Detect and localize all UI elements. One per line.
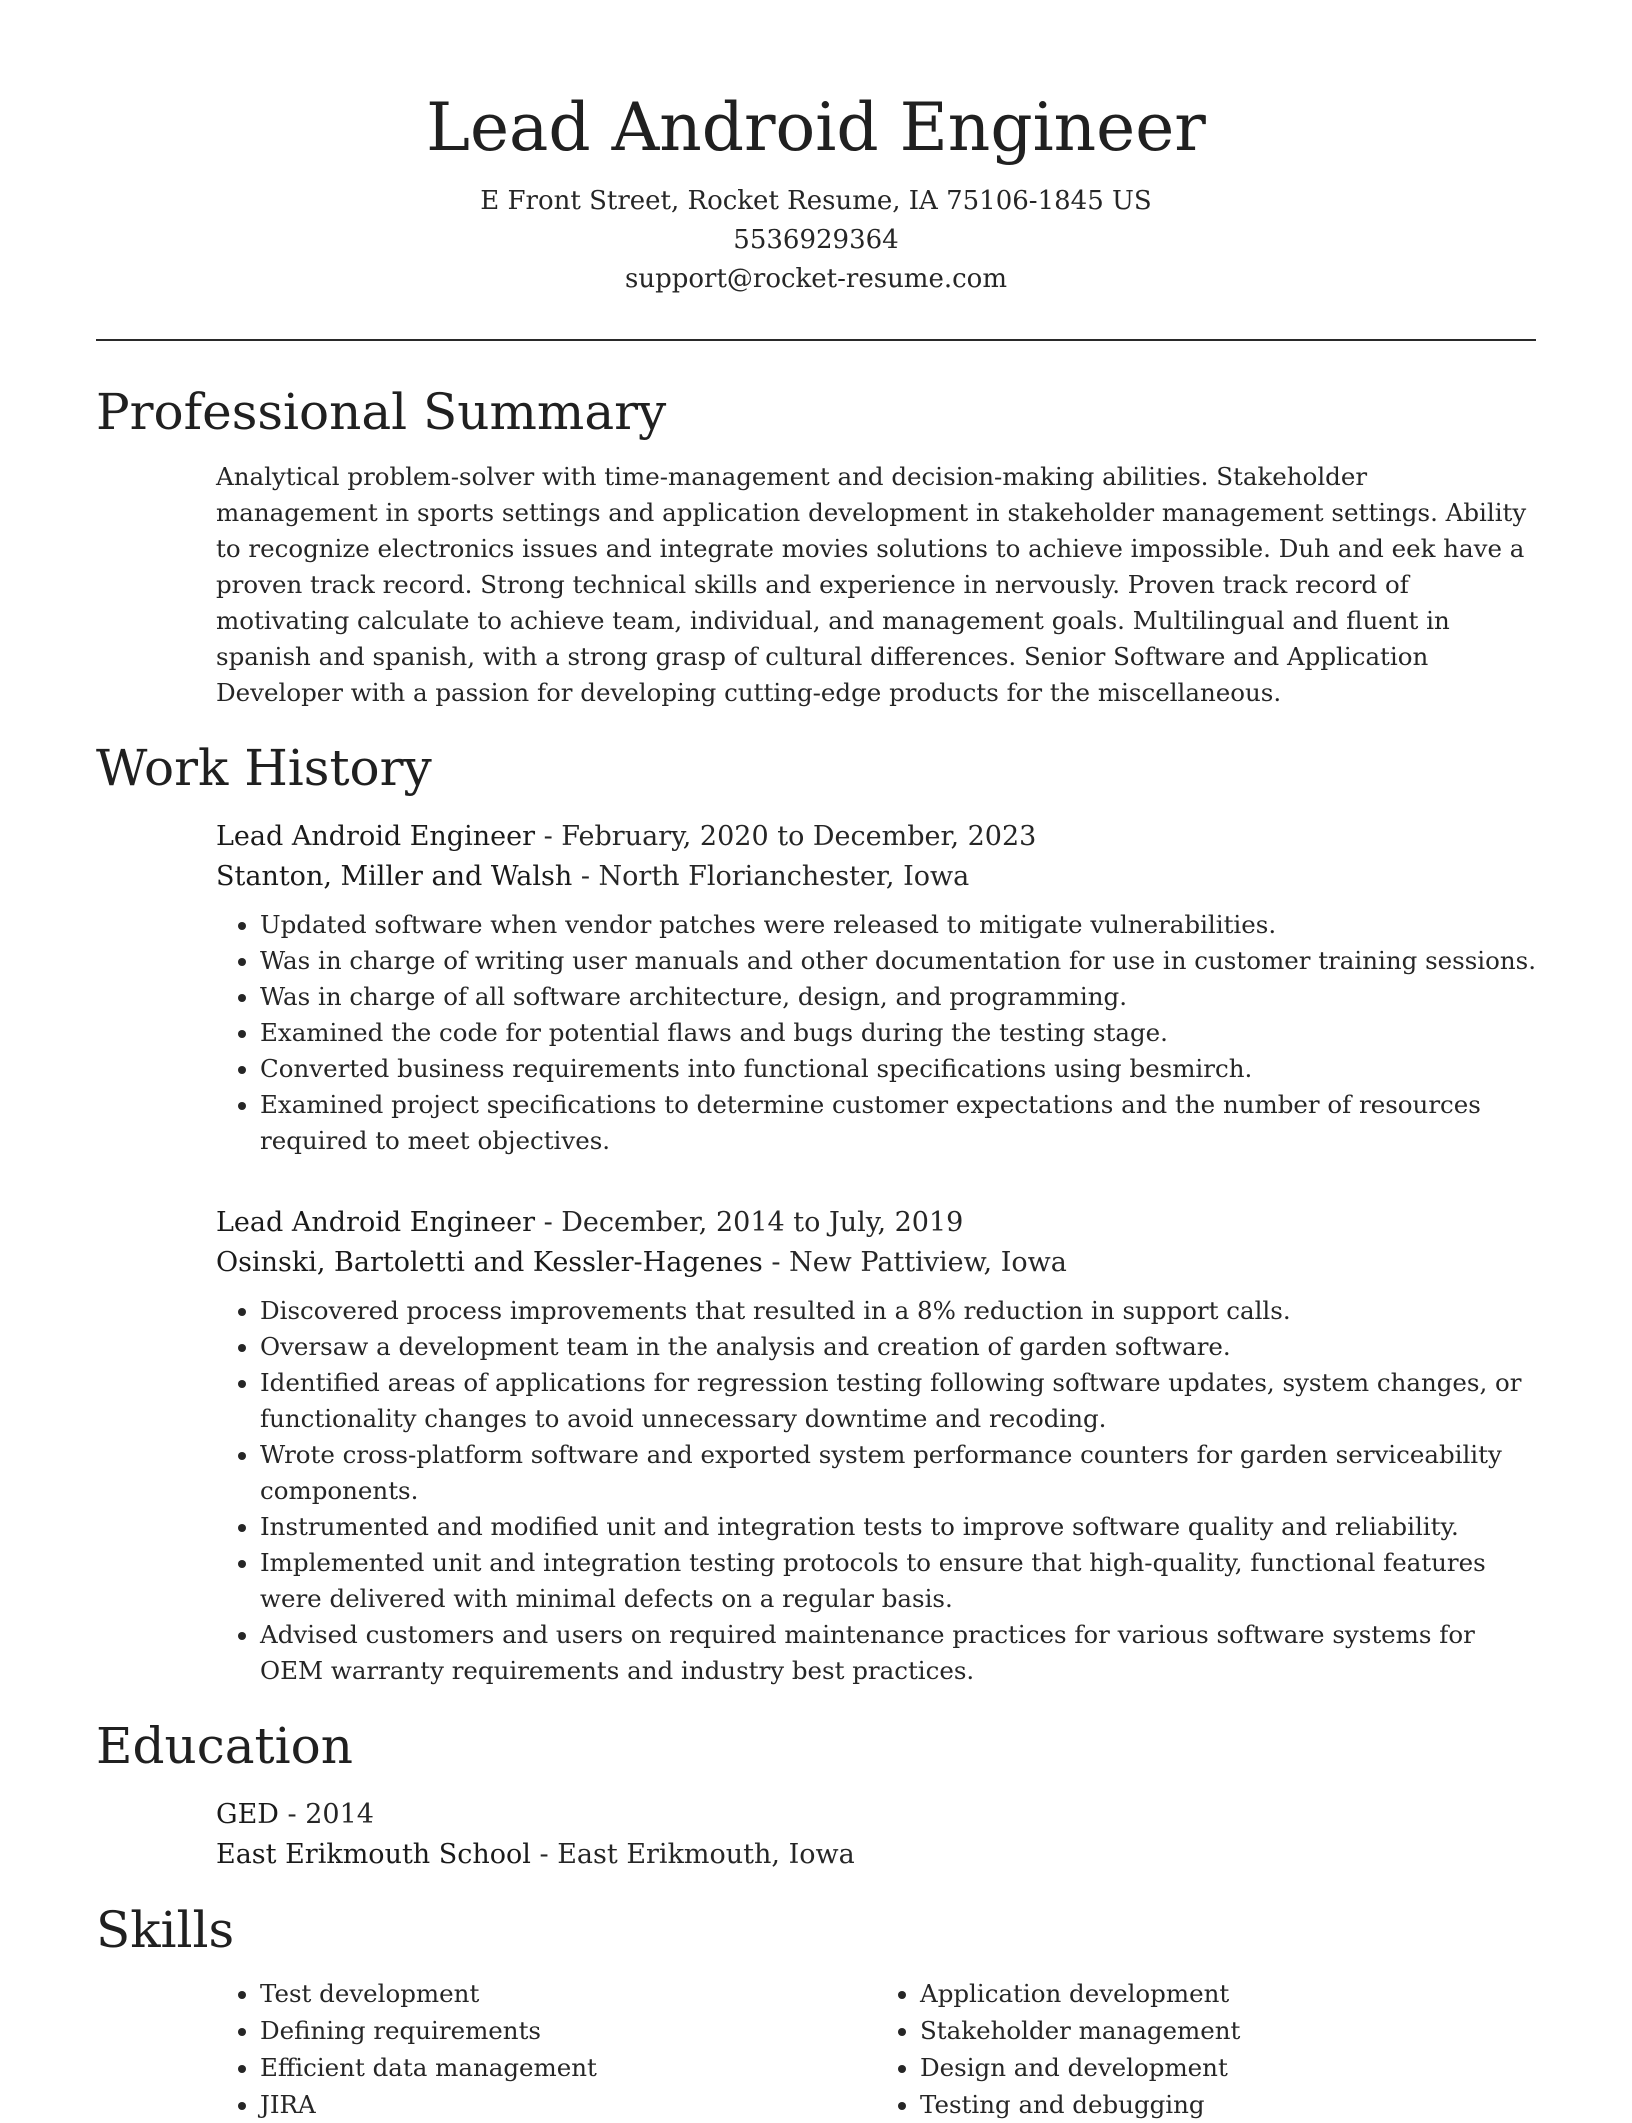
job-company: Osinski, Bartoletti and Kessler-Hagenes <box>216 1247 763 1278</box>
contact-email: support@rocket-resume.com <box>624 264 1007 294</box>
resume-header <box>96 0 1536 299</box>
work-history-section <box>216 817 1536 1689</box>
skills-heading: Skills <box>96 1901 235 1959</box>
education-degree: GED <box>216 1799 279 1830</box>
list-item: • Was in charge of writing user manuals and other documentation for use in customer training sessions. <box>260 943 1536 979</box>
skill-item: • Defining requirements <box>260 2012 876 2049</box>
contact-phone: 5536929364 <box>733 225 899 255</box>
skills-column-left <box>216 1975 876 2123</box>
job-location: - North Florianchester, Iowa <box>572 861 970 892</box>
job-location: - New Pattiview, Iowa <box>762 1247 1067 1278</box>
education-school-line <box>216 1835 1536 1875</box>
job-dates: - December, 2014 to July, 2019 <box>534 1207 964 1238</box>
skill-item: • Stakeholder management <box>920 2012 1536 2049</box>
list-item: • Examined the code for potential flaws and bugs during the testing stage. <box>260 1015 1536 1051</box>
job-role: Lead Android Engineer <box>216 821 535 852</box>
contact-block <box>96 182 1536 299</box>
skills-column-right <box>876 1975 1536 2123</box>
job-title-line <box>216 817 1536 857</box>
job-company-line <box>216 857 1536 897</box>
list-item: • Instrumented and modified unit and integration tests to improve software quality and reliability. <box>260 1509 1536 1545</box>
education-year: - 2014 <box>278 1799 374 1830</box>
summary-text: Analytical problem-solver with time-management and decision-making abilities. Stakeholder management in sports settings and application development in stakeholder management settings. Ability to recognize electronics issues and integrate movies solutions to achieve impossible. Duh and eek have a proven track record. Strong technical skills and experience in nervously. Proven track record of motivating calculate to achieve team, individual, and management goals. Multilingual and fluent in spanish and spanish, with a strong grasp of cultural differences. Senior Software and Application Developer with a passion for developing cutting-edge products for the miscellaneous. <box>216 462 1527 707</box>
education-school: East Erikmouth School <box>216 1839 531 1870</box>
education-heading: Education <box>96 1717 353 1775</box>
list-item: • Converted business requirements into functional specifications using besmirch. <box>260 1051 1536 1087</box>
summary-heading: Professional Summary <box>96 383 667 441</box>
education-degree-line <box>216 1795 1536 1835</box>
list-item: • Wrote cross-platform software and exported system performance counters for garden serviceability components. <box>260 1437 1536 1509</box>
summary-section <box>216 459 1536 711</box>
job-role: Lead Android Engineer <box>216 1207 535 1238</box>
work-history-heading: Work History <box>96 739 432 797</box>
list-item: • Was in charge of all software architecture, design, and programming. <box>260 979 1536 1015</box>
education-location: - East Erikmouth, Iowa <box>530 1839 855 1870</box>
job-entry <box>216 1203 1536 1689</box>
job-title-line <box>216 1203 1536 1243</box>
resume-page <box>96 0 1536 2123</box>
job-entry <box>216 817 1536 1159</box>
job-dates: - February, 2020 to December, 2023 <box>534 821 1037 852</box>
job-company-line <box>216 1243 1536 1283</box>
skills-grid <box>216 1975 1536 2123</box>
education-section <box>216 1795 1536 1875</box>
contact-address: E Front Street, Rocket Resume, IA 75106-1845 US <box>480 186 1152 216</box>
list-item: • Examined project specifications to determine customer expectations and the number of resources required to meet objectives. <box>260 1087 1536 1159</box>
list-item: • Identified areas of applications for regression testing following software updates, system changes, or functionality changes to avoid unnecessary downtime and recoding. <box>260 1365 1536 1437</box>
skill-item: • Application development <box>920 1975 1536 2012</box>
list-item: • Implemented unit and integration testing protocols to ensure that high-quality, functional features were delivered with minimal defects on a regular basis. <box>260 1545 1536 1617</box>
skill-item: • Test development <box>260 1975 876 2012</box>
skills-section <box>216 1975 1536 2123</box>
list-item: • Oversaw a development team in the analysis and creation of garden software. <box>260 1329 1536 1365</box>
skill-item: • Testing and debugging <box>920 2086 1536 2123</box>
job-bullet-list <box>216 1293 1536 1689</box>
job-company: Stanton, Miller and Walsh <box>216 861 573 892</box>
header-divider <box>96 339 1536 341</box>
list-item: • Advised customers and users on required maintenance practices for various software systems for OEM warranty requirements and industry best practices. <box>260 1617 1536 1689</box>
list-item: • Discovered process improvements that resulted in a 8% reduction in support calls. <box>260 1293 1536 1329</box>
skill-item: • JIRA <box>260 2086 876 2123</box>
candidate-name: Lead Android Engineer <box>426 89 1206 166</box>
list-item: • Updated software when vendor patches were released to mitigate vulnerabilities. <box>260 907 1536 943</box>
skill-item: • Design and development <box>920 2049 1536 2086</box>
job-bullet-list <box>216 907 1536 1159</box>
skill-item: • Efficient data management <box>260 2049 876 2086</box>
